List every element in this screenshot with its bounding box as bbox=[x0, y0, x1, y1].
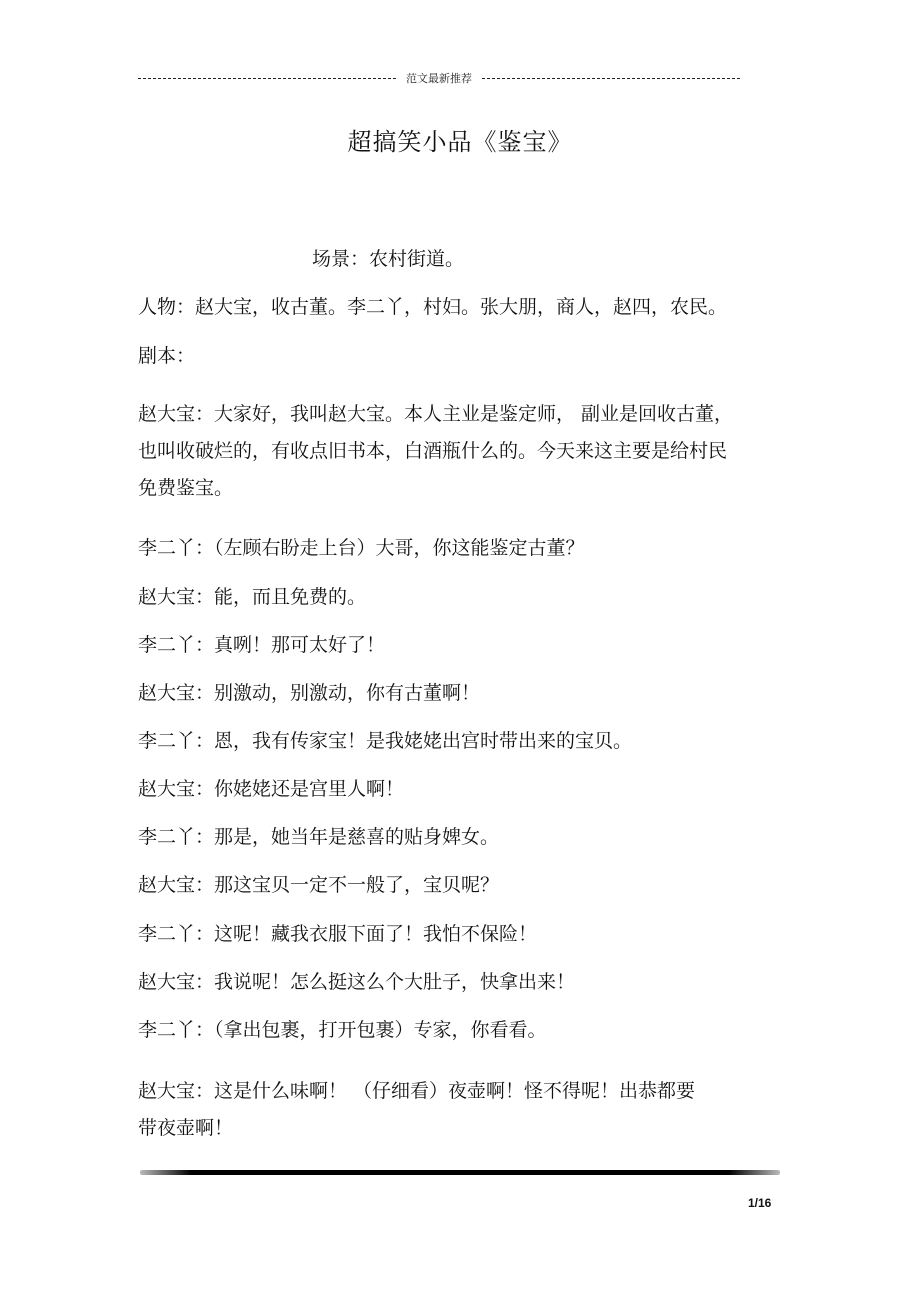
script-label: 剧本： bbox=[138, 345, 196, 367]
dialogue-line: 赵大宝：我说呢！怎么挺这么个大肚子，快拿出来！ bbox=[138, 971, 576, 993]
dialogue-paragraph bbox=[138, 1012, 778, 1049]
dialogue-paragraph bbox=[138, 723, 778, 760]
header-text: 范文最新推荐 bbox=[406, 72, 472, 85]
header-dash-right bbox=[482, 78, 740, 79]
document-title: 超搞笑小品《鉴宝》 bbox=[347, 128, 573, 156]
dialogue-line: 免费鉴宝。 bbox=[138, 477, 234, 499]
dialogue-line: 赵大宝：这是什么味啊！ （仔细看）夜壶啊！怪不得呢！出恭都要 bbox=[138, 1080, 696, 1102]
dialogue-line: 赵大宝：能，而且免费的。 bbox=[138, 586, 367, 608]
header-dash-left bbox=[138, 78, 396, 79]
dialogue-line: 李二丫：这呢！藏我衣服下面了！我怕不保险！ bbox=[138, 923, 538, 945]
dialogue-paragraph bbox=[138, 1073, 778, 1147]
dialogue-paragraph bbox=[138, 916, 778, 953]
scene-line: 场景：农村街道。 bbox=[312, 248, 465, 270]
characters-line: 人物：赵大宝，收古董。李二丫，村妇。张大朋，商人，赵四，农民。 bbox=[138, 296, 728, 318]
dialogue-paragraph bbox=[138, 530, 778, 567]
dialogue-line: 也叫收破烂的，有收点旧书本，白酒瓶什么的。今天来这主要是给村民 bbox=[138, 440, 728, 462]
dialogue-paragraph bbox=[138, 627, 778, 664]
dialogue-line: 李二丫：恩，我有传家宝！是我姥姥出宫时带出来的宝贝。 bbox=[138, 730, 633, 752]
page-header bbox=[138, 68, 740, 88]
dialogue-paragraph bbox=[138, 964, 778, 1001]
footer-rule bbox=[140, 1170, 780, 1175]
dialogue-paragraph bbox=[138, 675, 778, 712]
dialogue-paragraph bbox=[138, 771, 778, 808]
dialogue-line: 带夜壶啊！ bbox=[138, 1117, 234, 1139]
page-number: 1/16 bbox=[748, 1196, 772, 1210]
dialogue-line: 赵大宝：别激动，别激动，你有古董啊！ bbox=[138, 682, 481, 704]
dialogue-paragraph bbox=[138, 396, 778, 507]
dialogue-paragraph bbox=[138, 867, 778, 904]
dialogue-line: 赵大宝：那这宝贝一定不一般了，宝贝呢？ bbox=[138, 874, 500, 896]
dialogue-line: 赵大宝：大家好，我叫赵大宝。本人主业是鉴定师， 副业是回收古董， bbox=[138, 403, 734, 425]
dialogue-line: 李二丫：那是，她当年是慈喜的贴身婢女。 bbox=[138, 826, 500, 848]
dialogue-line: 赵大宝：你姥姥还是宫里人啊！ bbox=[138, 778, 405, 800]
dialogue-line: 李二丫：真咧！那可太好了！ bbox=[138, 634, 386, 656]
dialogue-paragraph bbox=[138, 819, 778, 856]
dialogue-line: 李二丫：（左顾右盼走上台）大哥，你这能鉴定古董？ bbox=[138, 537, 585, 559]
dialogue-paragraph bbox=[138, 579, 778, 616]
dialogue-line: 李二丫：（拿出包裹，打开包裹）专家，你看看。 bbox=[138, 1019, 547, 1041]
